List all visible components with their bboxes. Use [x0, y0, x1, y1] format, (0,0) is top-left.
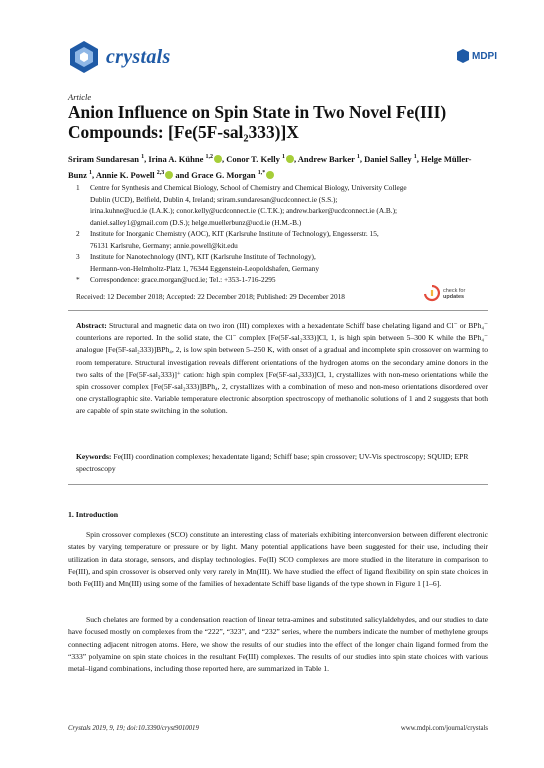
abstract-label: Abstract:: [76, 321, 107, 330]
affiliation-item: [68, 182, 498, 228]
intro-paragraph-2: Such chelates are formed by a condensation reaction of linear tetra-amines and substituted salicylaldehydes, and our studies to date have focused mostly on complexes from the “222”, “323”, and “232” series, where the numbers indicate the number of methylene groups connecting adjacent nitrogen atoms. Here, we show the results of our studies into the effect of the longer chain ligand formed from the “333” polyamine on spin state choices in the resultant Fe(III) complexes. The results of our studies into spin state choices with various metal–ligand combinations, including those reported here, are summarized in Table 1.: [68, 615, 488, 674]
author-name: Annie K. Powell $^{2,3}$: [96, 170, 173, 180]
author-name: Andrew Barker $^1$: [297, 153, 360, 164]
abstract-text: Structural and magnetic data on two iron (III) complexes with a hexadentate Schiff base chelating ligand and Cl⁻ or BPh₄⁻ counterions are reported. In the solid state, the Cl⁻ complex [Fe(5F-sal₂333)]Cl, 1, is high spin between 5–300 K while the BPh₄⁻ analogue [Fe(5F-sal₂333)]BPh₄, 2, is low spin between 5–250 K, with onset of a gradual and incomplete spin crossover on warming to room temperature. Structural investigation reveals different orientations of the hydrogen atoms on the secondary amine donors in the two salts of the [Fe(5F-sal₂333)]⁺ cation: high spin complex [Fe(5F-sal₂333)]Cl, 1, crystallizes with non-meso orientations while the spin crossover complex [Fe(5F-sal₂333)]BPh₄, 2, crystallizes with a combination of meso and non-meso orientations disordered over one crystallographic site. Variable temperature electronic absorption spectroscopy of methanolic solutions of 1 and 2 suggests that both are capable of spin state switching in the solution.: [76, 321, 488, 416]
intro-paragraph-1: Spin crossover complexes (SCO) constitute an interesting class of materials exhibiting interconversion between different electronic states by varying temperature or pressure or by light. Many potential applications have been suggested for their use, including their utilization in data storage, sensors, and display technologies. Fe(II) SCO complexes are more studied in the literature in comparison to Fe(III), and spin crossover is observed only very rarely in Mn(III). We have studied the effect of ligand flexibility on spin state choices in both Fe(III) and Mn(III) using some of the families of hexadentate Schiff base ligands of the type shown in Figure 1 [1–6].: [68, 530, 488, 589]
keywords-label: Keywords:: [76, 452, 112, 461]
affiliation-line: Institute for Nanotechnology (INT), KIT (Karlsruhe Institute of Technology),: [90, 252, 316, 261]
author-name: Sriram Sundaresan $^1$: [68, 153, 145, 164]
divider-top: [68, 310, 488, 311]
affiliation-text: [90, 228, 498, 251]
keywords: [76, 451, 488, 475]
author-list: Sriram Sundaresan $^1$, Irina A. Kühne $^{1,2}$ , Conor T. Kelly $^1$ , Andrew Barker $^1$, Daniel Salley $^1$, Helge Müller-Bunz $^1$, Annie K. Powell $^{2,3}$ and Grace G. Morgan $^{1,*}$: [68, 153, 472, 181]
affiliation-item: [68, 274, 498, 286]
author-affiliation-marker: 1: [89, 170, 93, 177]
updates-icon: [424, 285, 440, 303]
publication-dates: Received: 12 December 2018; Accepted: 22 December 2018; Published: 29 December 2018: [76, 292, 345, 301]
affiliation-text: [90, 251, 498, 274]
affiliation-item: [68, 251, 498, 274]
footer-url[interactable]: www.mdpi.com/journal/crystals: [400, 725, 488, 732]
author-affiliation-marker: 1: [281, 154, 285, 160]
updates-line2: updates: [443, 294, 465, 300]
author-affiliation-marker: 1: [356, 154, 360, 160]
orcid-icon[interactable]: [286, 155, 294, 163]
author-name: Irina A. Kühne $^{1,2}$: [148, 154, 222, 164]
affiliation-line: irina.kuhne@ucd.ie (I.A.K.); conor.kelly@ucdconnect.ie (C.T.K.); andrew.barker@ucdconnect.ie (A.B.);: [90, 206, 398, 215]
orcid-icon[interactable]: [214, 155, 222, 163]
affiliation-line: Centre for Synthesis and Chemical Biology, School of Chemistry and Chemical Biology, University College: [90, 183, 407, 192]
divider-bottom: [68, 484, 488, 485]
author-name: Helge Müller-Bunz $^1$: [68, 153, 472, 181]
affiliation-line: daniel.salley1@gmail.com (D.S.); helge.muellerbunz@ucd.ie (H.M.-B.): [90, 217, 302, 227]
section-heading: 1. Introduction: [68, 510, 119, 519]
updates-line1: check for: [443, 287, 466, 294]
article-type: Article: [68, 92, 92, 102]
affiliation-text: [90, 274, 498, 286]
affiliation-text: [90, 182, 498, 228]
publisher-name: MDPI: [472, 51, 497, 62]
affiliation-number: *: [76, 275, 80, 284]
footer-citation: Crystals 2019, 9, 19; doi:10.3390/cryst9010019: [68, 725, 199, 732]
author-affiliation-marker: 1: [413, 154, 417, 160]
affiliation-number: 1: [76, 183, 80, 192]
author-name: Daniel Salley $^1$: [364, 153, 417, 164]
check-for-updates-badge[interactable]: [424, 285, 465, 303]
author-name: Conor T. Kelly $^1$: [226, 154, 294, 164]
author-affiliation-marker: 2,3: [156, 170, 165, 177]
affiliation-item: [68, 228, 498, 251]
keywords-text: Fe(III) coordination complexes; hexadentate ligand; Schiff base; spin crossover; UV-Vis spectroscopy; SQUID; EPR spectroscopy: [76, 452, 469, 474]
author-affiliation-marker: 1: [141, 154, 145, 160]
affiliation-line: Correspondence: grace.morgan@ucd.ie; Tel.: +353-1-716-2295: [90, 275, 276, 284]
orcid-icon[interactable]: [266, 171, 274, 179]
affiliation-number: 3: [76, 252, 80, 261]
paper-title: Anion Influence on Spin State in Two Novel Fe(III) Compounds: [Fe(5F-sal₂333)]X: [68, 102, 447, 142]
author-affiliation-marker: 1,2: [205, 154, 213, 160]
orcid-icon[interactable]: [165, 171, 173, 179]
affiliation-line: 76131 Karlsruhe, Germany; annie.powell@kit.edu: [90, 240, 238, 250]
journal-logo-icon: [68, 40, 100, 74]
affiliation-line: Hermann-von-Helmholtz-Platz 1, 76344 Eggenstein-Leopoldshafen, Germany: [90, 263, 319, 273]
author-name: Grace G. Morgan $^{1,*}$: [191, 170, 274, 180]
journal-name: crystals: [106, 46, 171, 68]
affiliation-line: Institute for Inorganic Chemistry (AOC), KIT (Karlsruhe Institute of Technology), Engesserstr. 15,: [90, 229, 379, 238]
abstract: [76, 320, 488, 418]
affiliation-line: Dublin (UCD), Belfield, Dublin 4, Ireland; sriram.sundaresan@ucdconnect.ie (S.S.);: [90, 194, 338, 204]
page-footer: [68, 725, 488, 732]
affiliations: [68, 182, 498, 286]
author-affiliation-marker: 1,*: [257, 170, 266, 177]
affiliation-number: 2: [76, 229, 80, 238]
